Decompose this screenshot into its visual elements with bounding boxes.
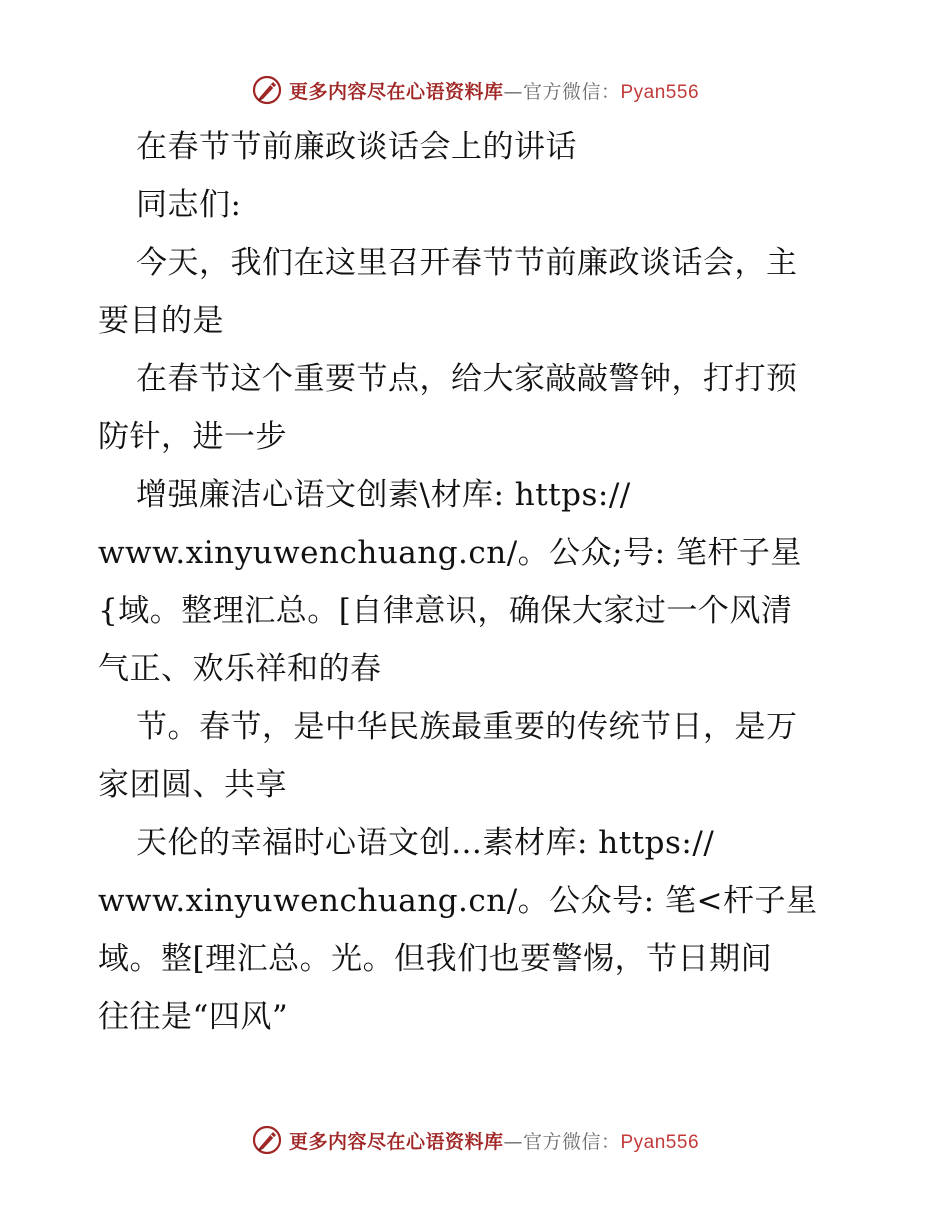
footer-site-name: 更多内容尽在心语资料库 xyxy=(288,1130,504,1153)
header-site-name: 更多内容尽在心语资料库 xyxy=(288,80,504,103)
paragraph-line: 节。春节，是中华民族最重要的传统节日，是万 xyxy=(136,709,798,745)
paragraph-line: {域。整理汇总。[自律意识，确保大家过一个风清 xyxy=(98,593,793,629)
footer-wechat-label: 官方微信： xyxy=(522,1130,621,1153)
paragraph-line: 家团圆、共享 xyxy=(98,767,287,803)
header-wechat-account: Pyan556 xyxy=(620,81,700,103)
document-body xyxy=(98,118,858,1046)
header-dash: — xyxy=(503,80,523,103)
paragraph-line: www.xinyuwenchuang.cn/。公众号: 笔<杆子星 xyxy=(98,883,818,919)
footer-wechat-account: Pyan556 xyxy=(620,1131,700,1153)
document-title: 在春节节前廉政谈话会上的讲话 xyxy=(136,129,577,165)
paragraph-line: 增强廉洁心语文创素\材库: https:// xyxy=(136,477,631,513)
paragraph-line: www.xinyuwenchuang.cn/。公众;号: 笔杆子星 xyxy=(98,535,802,571)
footer-dash: — xyxy=(503,1130,523,1153)
quill-logo-icon xyxy=(251,74,283,106)
quill-logo-icon xyxy=(251,1124,283,1156)
header-wechat-label: 官方微信： xyxy=(522,80,621,103)
header-banner-content xyxy=(251,74,699,106)
paragraph-line: 在春节这个重要节点，给大家敲敲警钟，打打预 xyxy=(136,361,798,397)
paragraph-line: 要目的是 xyxy=(98,303,224,339)
paragraph-line: 天伦的幸福时心语文创…素材库: https:// xyxy=(136,825,715,861)
paragraph-line: 防针，进一步 xyxy=(98,419,287,455)
header-banner-text xyxy=(289,77,699,104)
footer-banner-text xyxy=(289,1127,699,1154)
paragraph-line: 今天，我们在这里召开春节节前廉政谈话会，主 xyxy=(136,245,798,281)
paragraph-line: 往往是“四风” xyxy=(98,999,289,1035)
footer-banner xyxy=(0,1120,950,1160)
paragraph-line: 域。整[理汇总。光。但我们也要警惕，节日期间 xyxy=(98,941,773,977)
document-salutation: 同志们: xyxy=(136,187,242,223)
header-banner xyxy=(0,70,950,110)
paragraph-line: 气正、欢乐祥和的春 xyxy=(98,651,382,687)
footer-banner-content xyxy=(251,1124,699,1156)
